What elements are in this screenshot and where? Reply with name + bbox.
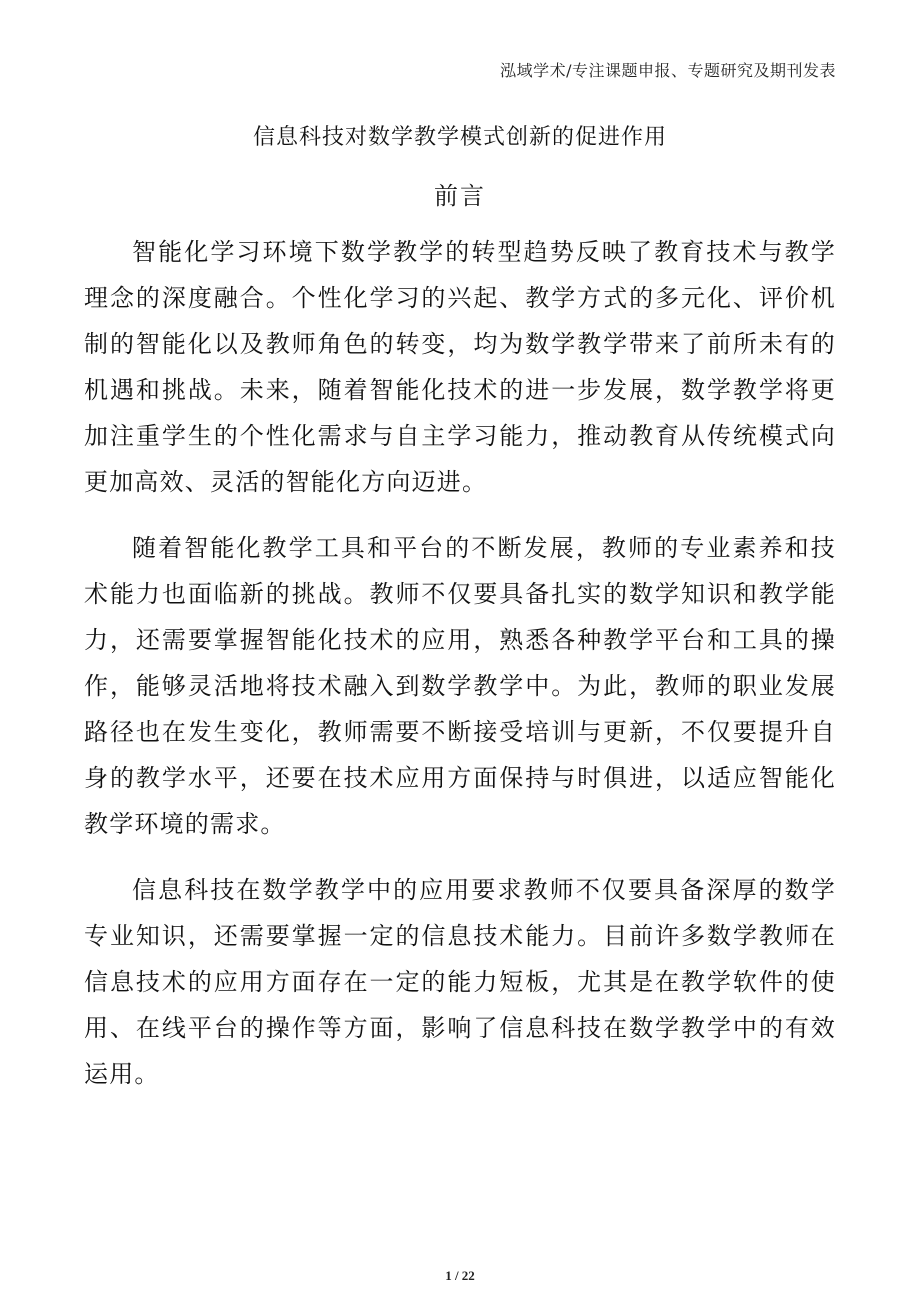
page-number: 1 / 22 [445, 1268, 475, 1283]
section-title: 前言 [434, 182, 486, 210]
paragraph-1: 智能化学习环境下数学教学的转型趋势反映了教育技术与教学理念的深度融合。个性化学习的兴起、教学方式的多元化、评价机制的智能化以及教师角色的转变，均为数学教学带来了前所未有的机遇和挑战。未来，随着智能化技术的进一步发展，数学教学将更加注重学生的个性化需求与自主学习能力，推动教育从传统模式向更加高效、灵活的智能化方向迈进。 [84, 238, 836, 496]
document-title: 信息科技对数学教学模式创新的促进作用 [252, 125, 667, 150]
document-body [84, 229, 836, 1117]
paragraph-2: 随着智能化教学工具和平台的不断发展，教师的专业素养和技术能力也面临新的挑战。教师不仅要具备扎实的数学知识和教学能力，还需要掌握智能化技术的应用，熟悉各种教学平台和工具的操作，能够灵活地将技术融入到数学教学中。为此，教师的职业发展路径也在发生变化，教师需要不断接受培训与更新，不仅要提升自身的教学水平，还要在技术应用方面保持与时俱进，以适应智能化教学环境的需求。 [84, 534, 836, 838]
paragraph-3: 信息科技在数学教学中的应用要求教师不仅要具备深厚的数学专业知识，还需要掌握一定的信息技术能力。目前许多数学教师在信息技术的应用方面存在一定的能力短板，尤其是在教学软件的使用、在线平台的操作等方面，影响了信息科技在数学教学中的有效运用。 [84, 876, 836, 1088]
page-header-text: 泓域学术/专注课题申报、专题研究及期刊发表 [500, 61, 836, 80]
